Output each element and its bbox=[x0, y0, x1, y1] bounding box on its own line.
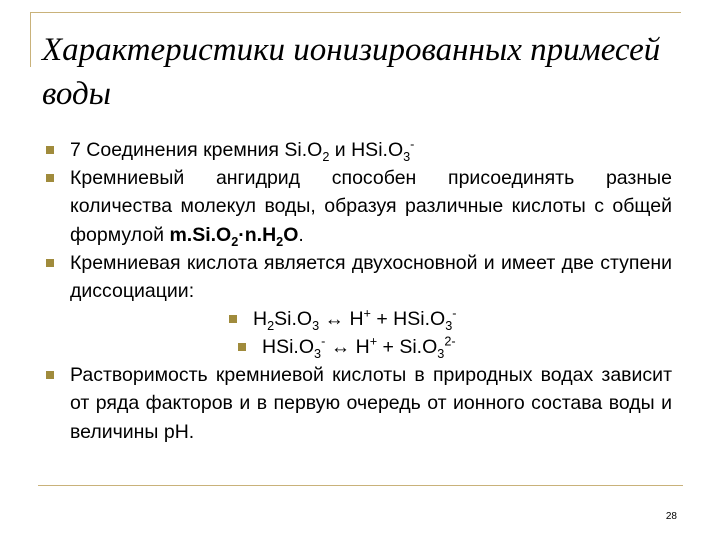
square-bullet-icon bbox=[46, 174, 54, 182]
slide-title: Характеристики ионизированных примесей воды bbox=[42, 32, 661, 112]
equation-row-2 bbox=[42, 333, 672, 361]
general-formula: $m.Si.O_2\cdot n.H_2O$ bbox=[169, 223, 299, 249]
slide-body bbox=[42, 136, 672, 446]
equation-second-dissociation: $HSi.O_3^-$ ↔ $H^+ + Si.O_3^{2-}$ bbox=[262, 334, 456, 362]
square-bullet-icon bbox=[46, 146, 54, 154]
equation-first-dissociation: $H_2Si.O_3$ ↔ $H^+ + HSi.O_3^-$ bbox=[253, 306, 457, 334]
footer-rule bbox=[38, 485, 683, 486]
bullet-item-dissociation: Кремниевая кислота является двухосновной и имеет две ступени диссоциации: bbox=[42, 249, 672, 305]
square-bullet-icon bbox=[238, 343, 246, 351]
equation-row-1 bbox=[42, 305, 672, 333]
square-bullet-icon bbox=[46, 371, 54, 379]
square-bullet-icon bbox=[46, 259, 54, 267]
bullet-item-solubility: Растворимость кремниевой кислоты в природных водах зависит от ряда факторов и в первую очередь от ионного состава воды и величины pH. bbox=[42, 361, 672, 446]
bullet-item-silicon-compounds: 7 Соединения кремния $Si.O_2$ и $HSi.O_3^-$ bbox=[42, 136, 672, 164]
page-number: 28 bbox=[665, 511, 677, 522]
square-bullet-icon bbox=[229, 315, 237, 323]
bullet-item-silicic-anhydride: Кремниевый ангидрид способен присоединять разные количества молекул воды, образуя различные кислоты с общей формулой $m.Si.O_2\cdot n.H_2O$. bbox=[42, 164, 672, 249]
frame-top-rule bbox=[30, 12, 681, 19]
frame-left-rule bbox=[30, 12, 31, 67]
